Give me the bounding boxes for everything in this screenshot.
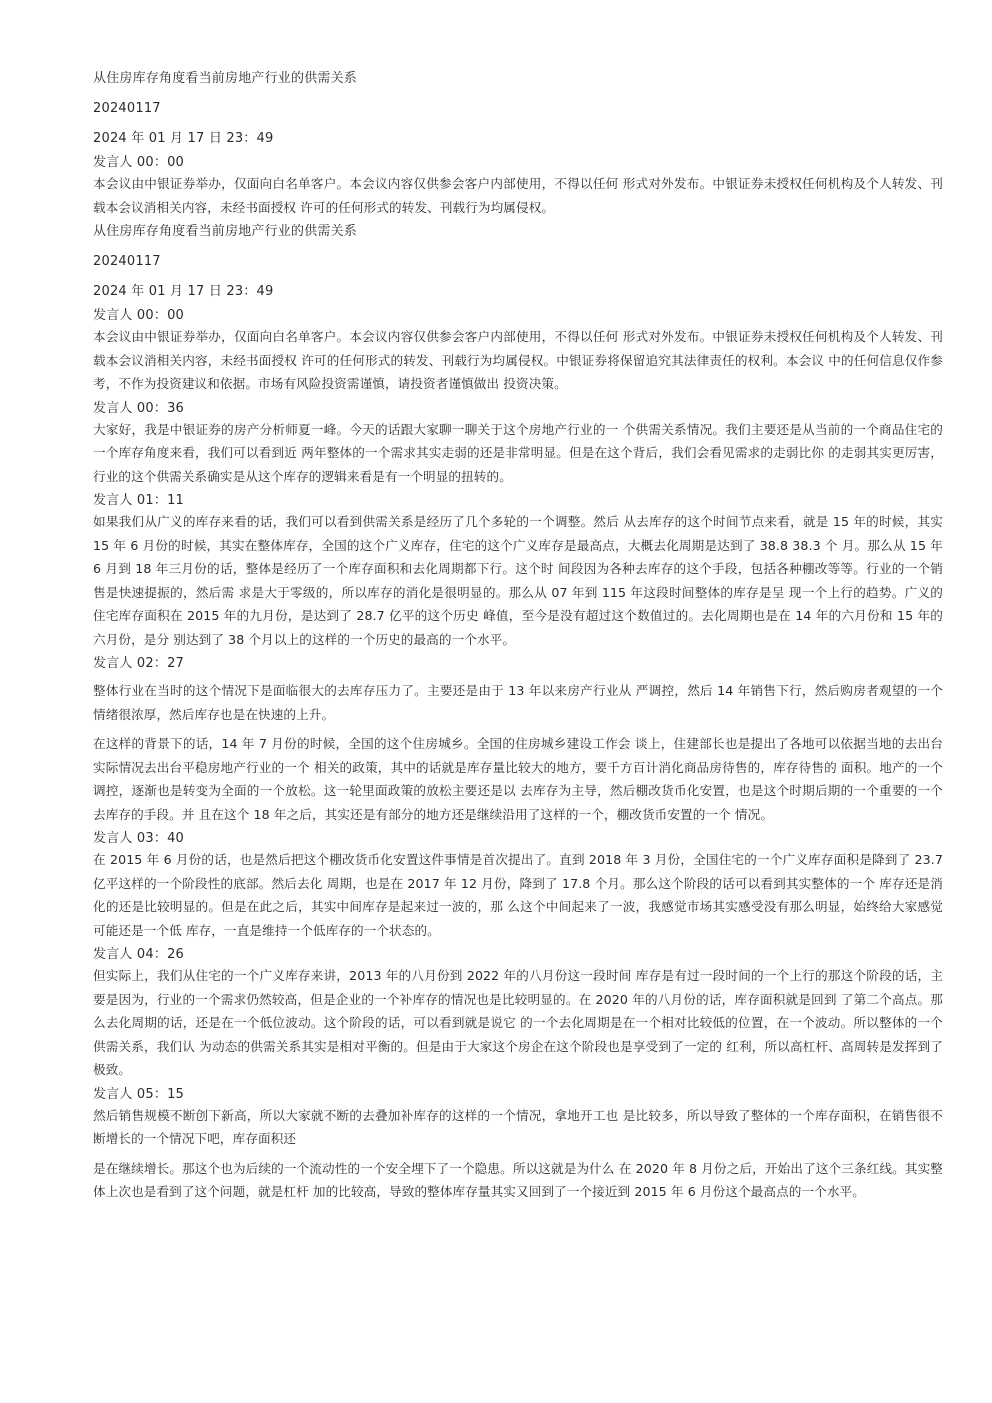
transcript-paragraph: 然后销售规模不断创下新高，所以大家就不断的去叠加补库存的这样的一个情况，拿地开工也 是比较多，所以导致了整体的一个库存面积，在销售很不断增长的一个情况下吧，库存面积还 bbox=[93, 1107, 943, 1146]
transcript-paragraph: 但实际上，我们从住宅的一个广义库存来讲，2013 年的八月份到 2022 年的八月份这一段时间 库存是有过一段时间的一个上行的那这个阶段的话，主要是因为，行业的一个需求仍然较高，但是企业的一个补库存的情况也是比较明显的。在 2020 年的八月份的话，库存面积就是回到 了第二个高点。那么去化周期的话，还是在一个低位波动。这个阶段的话，可以看到就是说它 的一个去化周期是在一个相对比较低的位置，在一个波动。所以整体的一个供需关系，我们认 为动态的供需关系其实是相对平衡的。但是由于大家这个房企在这个阶段也是享受到了一定的 红利，所以高杠杆、高周转是发挥到了极致。 bbox=[93, 968, 943, 1077]
transcript-paragraph: 大家好，我是中银证券的房产分析师夏一峰。今天的话跟大家聊一聊关于这个房地产行业的一 个供需关系情况。我们主要还是从当前的一个商品住宅的一个库存角度来看，我们可以看到近 两年整体的一个需求其实走弱的还是非常明显。但是在这个背后，我们会看见需求的走弱比你 的走弱其实更厉害，行业的这个供需关系确实是从这个库存的逻辑来看是有一个明显的扭转的。 bbox=[93, 421, 943, 484]
speaker-label: 发言人 04：26 bbox=[93, 947, 185, 962]
datetime: 2024 年 01 月 17 日 23：49 bbox=[93, 131, 274, 146]
transcript-paragraph: 是在继续增长。那这个也为后续的一个流动性的一个安全埋下了一个隐患。所以这就是为什么 在 2020 年 8 月份之后，开始出了这个三条红线。其实整体上次也是看到了这个问题，就是杠杆 加的比较高，导致的整体库存量其实又回到了一个接近到 2015 年 6 月份这个最高点的一个水平。 bbox=[93, 1160, 943, 1199]
transcript-paragraph: 在这样的背景下的话，14 年 7 月份的时候，全国的这个住房城乡。全国的住房城乡建设工作会 谈上，住建部长也是提出了各地可以依据当地的去出台实际情况去出台平稳房地产行业的一个 相关的政策，其中的话就是库存量比较大的地方，要千方百计消化商品房待售的，库存待售的 面积。地产的一个调控，逐渐也是转变为全面的一个放松。这一轮里面政策的放松主要还是以 去库存为主导，然后棚改货币化安置，也是这个时期后期的一个重要的一个去库存的手段。并 且在这个 18 年之后，其实还是有部分的地方还是继续沿用了这样的一个，棚改货币安置的一个 情况。 bbox=[93, 736, 943, 822]
disclaimer-paragraph: 本会议由中银证券举办，仅面向白名单客户。本会议内容仅供参会客户内部使用，不得以任何 形式对外发布。中银证券未授权任何机构及个人转发、刊载本会议消相关内容，未经书面授权 许可的任何形式的转发、刊载行为均属侵权。中银证券将保留追究其法律责任的权利。本会议 中的任何信息仅作参考，不作为投资建议和依据。市场有风险投资需谨慎，请投资者谨慎做出 投资决策。 bbox=[93, 329, 943, 391]
speaker-label: 发言人 00：00 bbox=[93, 155, 185, 170]
transcript-paragraph: 如果我们从广义的库存来看的话，我们可以看到供需关系是经历了几个多轮的一个调整。然后 从去库存的这个时间节点来看，就是 15 年的时候，其实 15 年 6 月份的时候，其实在整体库存，全国的这个广义库存，住宅的这个广义库存是最高点，大概去化周期是达到了 38.8 38.3 个 月。那么从 15 年 6 月到 18 年三月份的话，整体是经历了一个库存面积和去化周期都下行。这个时 间段因为各种去库存的这个手段，包括各种棚改等等。行业的一个销售是快速提振的，然后需 求是大于零级的，所以库存的消化是很明显的。那么从 07 年到 115 年这段时间整体的库存是呈 现一个上行的趋势。广义的住宅库存面积在 2015 年的九月份，是达到了 28.7 亿平的这个历史 峰值，至今是没有超过这个数值过的。去化周期也是在 14 年的六月份和 15 年的六月份，是分 别达到了 38 个月以上的这样的一个历史的最高的一个水平。 bbox=[93, 514, 943, 647]
speaker-label: 发言人 03：40 bbox=[93, 831, 185, 846]
disclaimer-paragraph: 本会议由中银证券举办，仅面向白名单客户。本会议内容仅供参会客户内部使用，不得以任何 形式对外发布。中银证券未授权任何机构及个人转发、刊载本会议消相关内容，未经书面授权 许可的任何形式的转发、刊载行为均属侵权。 bbox=[93, 176, 943, 215]
speaker-label: 发言人 00：36 bbox=[93, 400, 185, 416]
speaker-label: 发言人 00：00 bbox=[93, 308, 185, 323]
speaker-label: 发言人 02：27 bbox=[93, 656, 185, 671]
transcript-paragraph: 在 2015 年 6 月份的话，也是然后把这个棚改货币化安置这件事情是首次提出了。直到 2018 年 3 月份，全国住宅的一个广义库存面积是降到了 23.7 亿平这样的一个阶段性的底部。然后去化 周期，也是在 2017 年 12 月份，降到了 17.8 个月。那么这个阶段的话可以看到其实整体的一个 库存还是消化的还是比较明显的。但是在此之后，其实中间库存是起来过一波的，那 么这个中间起来了一波，我感觉市场其实感受没有那么明显，始终给大家感觉可能还是一个低 库存，一直是维持一个低库存的一个状态的。 bbox=[93, 852, 943, 938]
document-page bbox=[93, 70, 943, 1204]
doc-title: 从住房库存角度看当前房地产行业的供需关系 bbox=[93, 224, 358, 239]
speaker-label: 发言人 05：15 bbox=[93, 1086, 185, 1102]
transcript-paragraph: 整体行业在当时的这个情况下是面临很大的去库存压力了。主要还是由于 13 年以来房产行业从 严调控，然后 14 年销售下行，然后购房者观望的一个情绪很浓厚，然后库存也是在快速的上升。 bbox=[93, 683, 943, 722]
date-code: 20240117 bbox=[93, 101, 161, 116]
doc-title: 从住房库存角度看当前房地产行业的供需关系 bbox=[93, 71, 358, 86]
speaker-label: 发言人 01：11 bbox=[93, 493, 185, 508]
datetime: 2024 年 01 月 17 日 23：49 bbox=[93, 284, 274, 299]
date-code: 20240117 bbox=[93, 254, 161, 269]
